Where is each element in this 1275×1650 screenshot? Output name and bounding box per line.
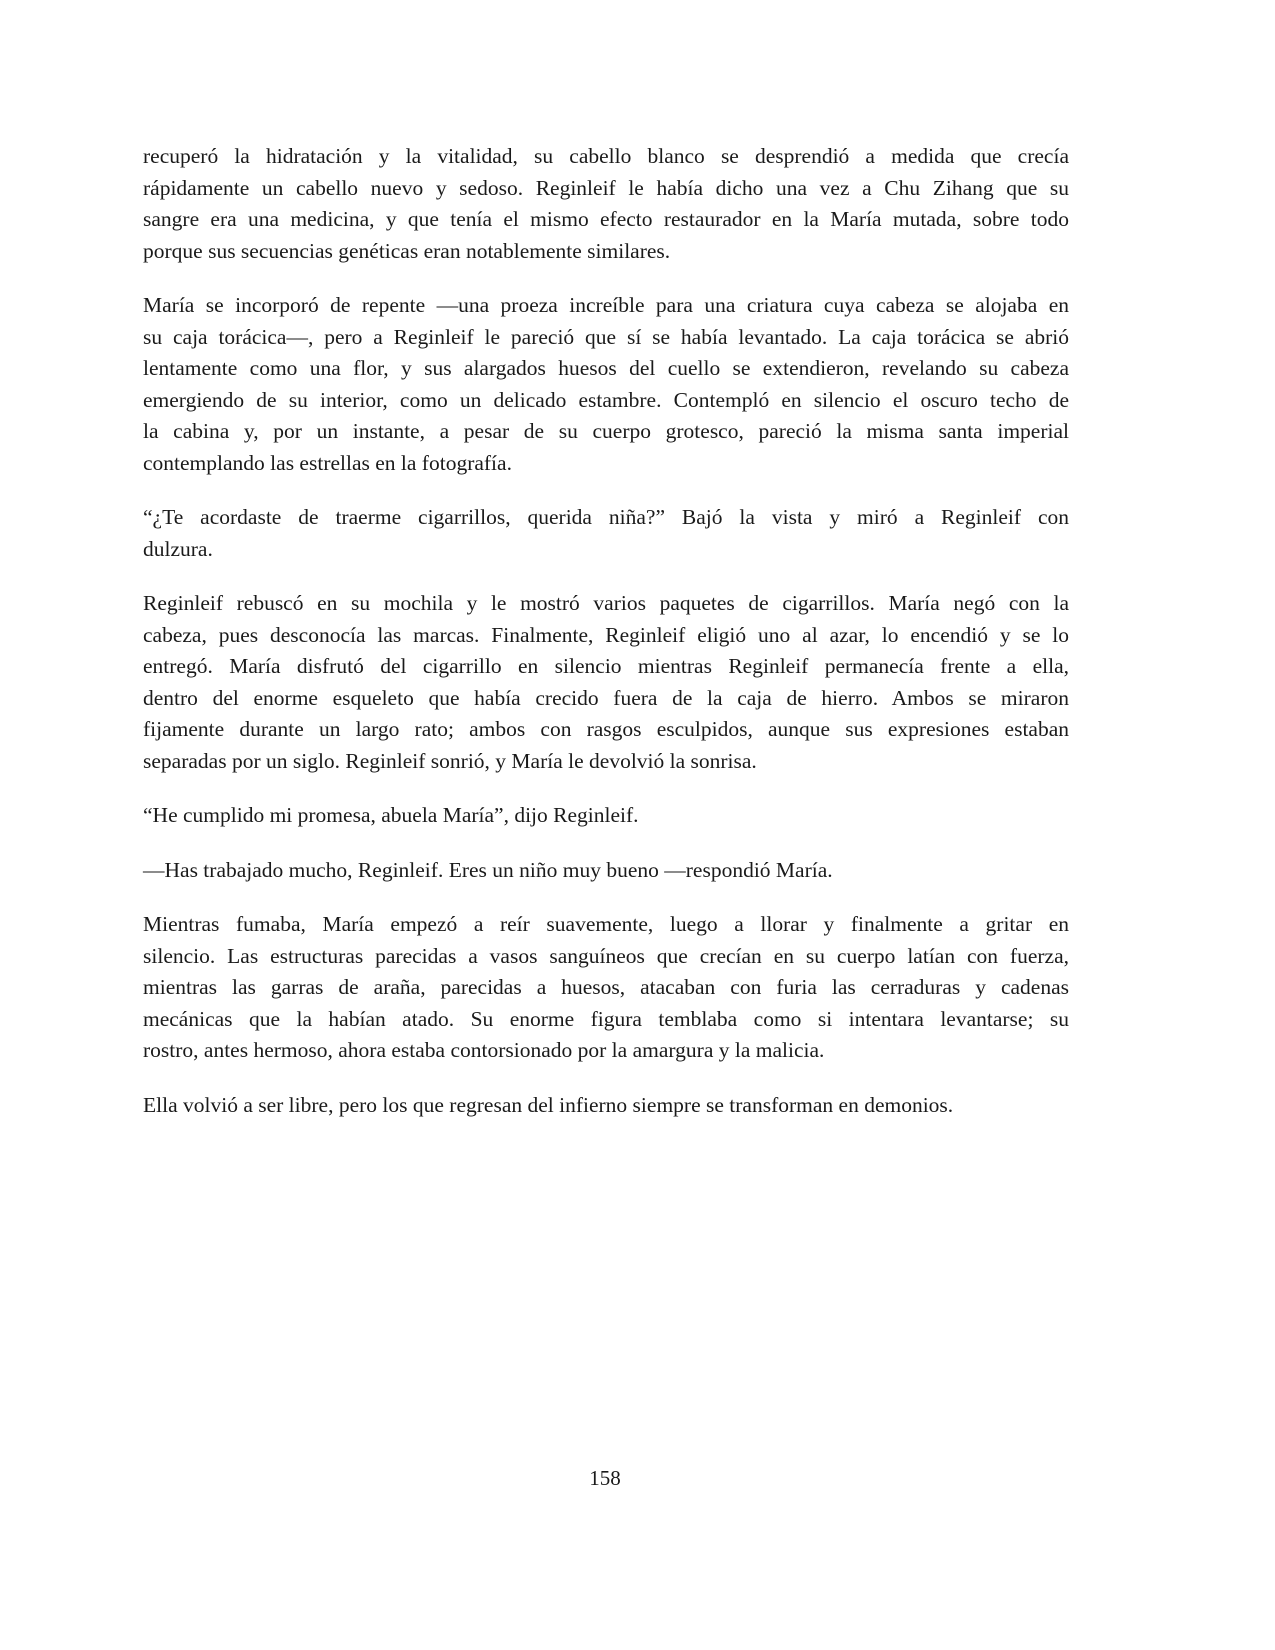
text-line: rápidamente un cabello nuevo y sedoso. Reginleif le había dicho una vez a Chu Zihang que su — [143, 175, 1069, 200]
text-line: —Has trabajado mucho, Reginleif. Eres un niño muy bueno —respondió María. — [143, 857, 833, 882]
text-line: entregó. María disfrutó del cigarrillo en silencio mientras Reginleif permanecía frente a ella, — [143, 654, 1069, 678]
text-line: cabeza, pues desconocía las marcas. Finalmente, Reginleif eligió uno al azar, lo encendió y se lo — [143, 622, 1069, 647]
text-line: dulzura. — [143, 536, 213, 561]
paragraph — [143, 1090, 1069, 1122]
text-line: Ella volvió a ser libre, pero los que regresan del infierno siempre se transforman en demonios. — [143, 1092, 954, 1117]
text-line: contemplando las estrellas en la fotografía. — [143, 450, 512, 475]
text-line: “He cumplido mi promesa, abuela María”, dijo Reginleif. — [143, 803, 639, 827]
text-line: separadas por un siglo. Reginleif sonrió, y María le devolvió la sonrisa. — [143, 748, 757, 773]
text-line: emergiendo de su interior, como un delicado estambre. Contempló en silencio el oscuro techo de — [143, 387, 1069, 412]
text-line: dentro del enorme esqueleto que había crecido fuera de la caja de hierro. Ambos se miraron — [143, 685, 1069, 710]
text-line: María se incorporó de repente —una proeza increíble para una criatura cuya cabeza se alojaba en — [143, 293, 1069, 317]
text-line: sangre era una medicina, y que tenía el mismo efecto restaurador en la María mutada, sobre todo — [143, 207, 1069, 231]
paragraph — [143, 588, 1069, 777]
text-line: mecánicas que la habían atado. Su enorme figura temblaba como si intentara levantarse; su — [143, 1006, 1069, 1031]
body-text — [143, 141, 1069, 1144]
text-line: silencio. Las estructuras parecidas a vasos sanguíneos que crecían en su cuerpo latían con fuerza, — [143, 943, 1069, 968]
paragraph — [143, 909, 1069, 1067]
text-line: rostro, antes hermoso, ahora estaba contorsionado por la amargura y la malicia. — [143, 1038, 825, 1062]
paragraph — [143, 502, 1069, 565]
text-line: lentamente como una flor, y sus alargados huesos del cuello se extendieron, revelando su cabeza — [143, 356, 1069, 380]
paragraph — [143, 800, 1069, 832]
text-line: “¿Te acordaste de traerme cigarrillos, querida niña?” Bajó la vista y miró a Reginleif con — [143, 505, 1069, 529]
text-line: la cabina y, por un instante, a pesar de su cuerpo grotesco, pareció la misma santa imperial — [143, 419, 1069, 443]
paragraph — [143, 855, 1069, 887]
text-line: porque sus secuencias genéticas eran notablemente similares. — [143, 238, 671, 263]
text-line: mientras las garras de araña, parecidas a huesos, atacaban con furia las cerraduras y cadenas — [143, 975, 1069, 999]
text-line: fijamente durante un largo rato; ambos con rasgos esculpidos, aunque sus expresiones estaban — [143, 717, 1069, 741]
page-number: 158 — [589, 1466, 621, 1490]
text-line: recuperó la hidratación y la vitalidad, su cabello blanco se desprendió a medida que crecía — [143, 144, 1069, 168]
text-line: Reginleif rebuscó en su mochila y le mostró varios paquetes de cigarrillos. María negó con la — [143, 591, 1069, 615]
text-line: su caja torácica—, pero a Reginleif le pareció que sí se había levantado. La caja torácica se abrió — [143, 324, 1069, 349]
paragraph — [143, 141, 1069, 267]
text-line: Mientras fumaba, María empezó a reír suavemente, luego a llorar y finalmente a gritar en — [143, 912, 1069, 936]
paragraph — [143, 290, 1069, 479]
